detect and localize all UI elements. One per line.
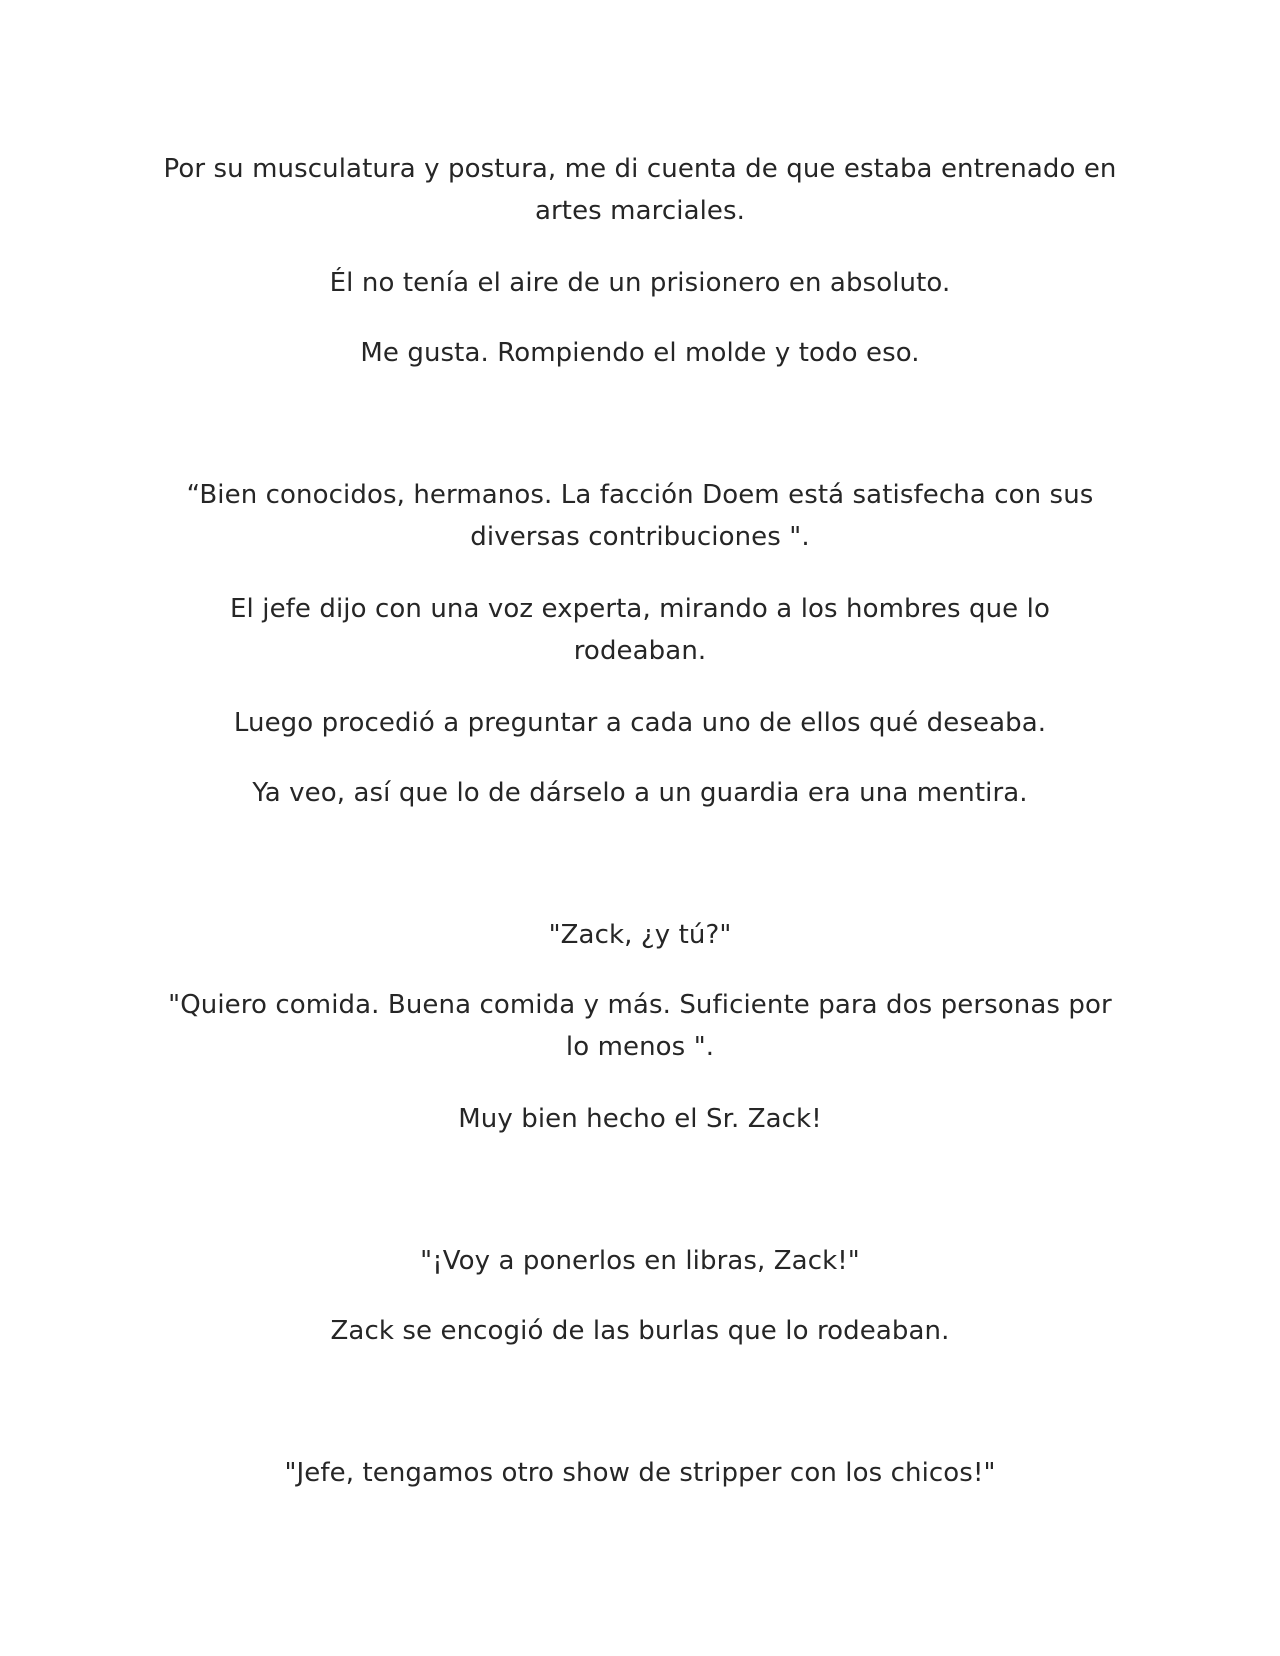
paragraph-3: Me gusta. Rompiendo el molde y todo eso. [360,338,920,368]
paragraph-11: "¡Voy a ponerlos en libras, Zack!" [420,1246,860,1276]
paragraph-1: Por su musculatura y postura, me di cuenta de que estaba entrenado en artes marciales. [163,154,1117,226]
paragraph-4: “Bien conocidos, hermanos. La facción Doem está satisfecha con sus diversas contribuciones ". [186,480,1094,552]
paragraph-8: "Zack, ¿y tú?" [548,920,732,950]
paragraph-10: Muy bien hecho el Sr. Zack! [458,1104,822,1134]
paragraph-2: Él no tenía el aire de un prisionero en absoluto. [329,268,951,298]
paragraph-7: Ya veo, así que lo de dárselo a un guardia era una mentira. [252,778,1028,808]
paragraph-12: Zack se encogió de las burlas que lo rodeaban. [330,1316,950,1346]
paragraph-6: Luego procedió a preguntar a cada uno de ellos qué deseaba. [233,708,1047,738]
paragraph-13: "Jefe, tengamos otro show de stripper con los chicos!" [284,1458,996,1488]
paragraph-5: El jefe dijo con una voz experta, mirando a los hombres que lo rodeaban. [230,594,1050,666]
paragraph-9: "Quiero comida. Buena comida y más. Suficiente para dos personas por lo menos ". [168,990,1112,1062]
